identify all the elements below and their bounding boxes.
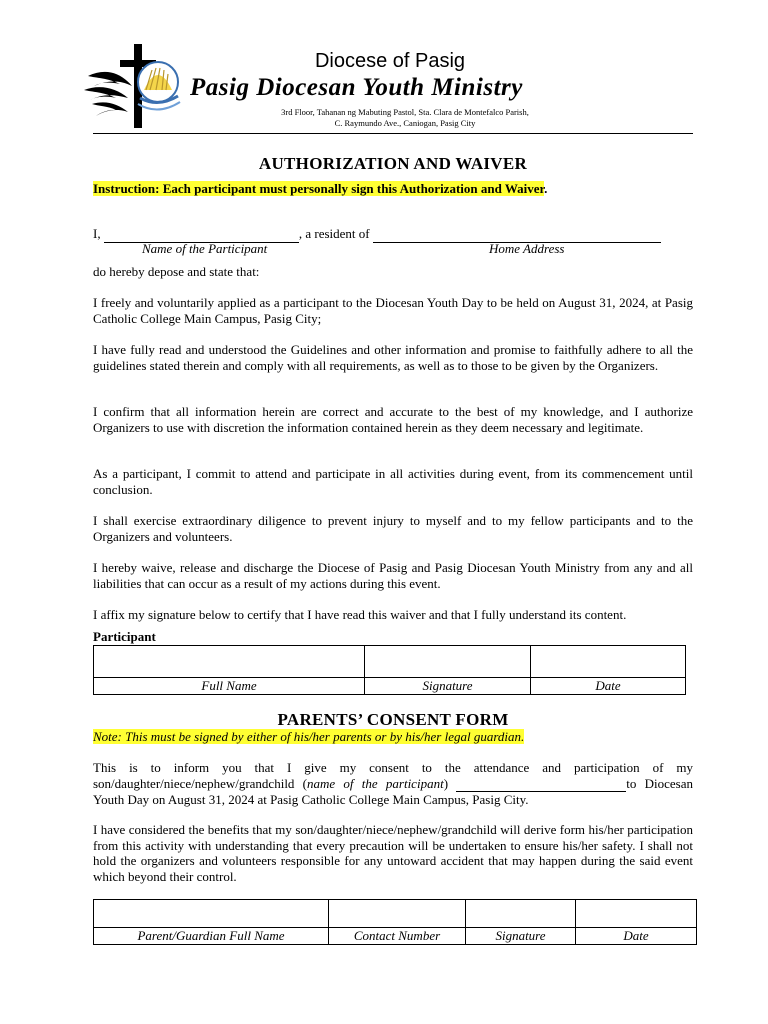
- guardian-contact-cell[interactable]: [329, 900, 466, 928]
- waiver-paragraph-5: I shall exercise extraordinary diligence to prevent injury to myself and to my fellow participants and to the Organizers and volunteers.: [93, 513, 693, 544]
- waiver-paragraph-3: I confirm that all information herein are correct and accurate to the best of my knowledge, and I authorize Organizers to use with discretion the information contained herein as they deem necessary and legitimate.: [93, 404, 693, 435]
- participant-label: Participant: [93, 629, 156, 644]
- guardian-signature-header: Signature: [466, 928, 576, 945]
- consent-paragraph-1: This is to inform you that I give my consent to the attendance and participation of my son/daughter/niece/nephew/grandchild (name of the participant) to Diocesan Youth Day on August 31, 2024 at Pasig Catholic College Main Campus, Pasig City.: [93, 760, 693, 807]
- participant-date-header: Date: [531, 678, 686, 695]
- guardian-date-cell[interactable]: [576, 900, 697, 928]
- waiver-paragraph-2: I have fully read and understood the Guidelines and other information and promise to faithfully adhere to all the guidelines stated therein and comply with all requirements, as well as to those to be given by the Organizers.: [93, 342, 693, 373]
- ministry-address: [240, 107, 570, 129]
- depose-text: do hereby depose and state that:: [93, 264, 260, 279]
- consent-paragraph-2: I have considered the benefits that my son/daughter/niece/nephew/grandchild will derive form his/her participation from this activity with understanding that every precaution will be undertaken to ensure his/her safety. I shall not hold the organizers and volunteers responsible for any untoward accident that may happen during the said event which beyond their control.: [93, 822, 693, 884]
- waiver-instruction: Instruction: Each participant must personally sign this Authorization and Waiver.: [93, 181, 548, 196]
- waiver-paragraph-1: I freely and voluntarily applied as a participant to the Diocesan Youth Day to be held on August 31, 2024, at Pasig Catholic College Main Campus, Pasig City;: [93, 295, 693, 326]
- consent-participant-name-blank[interactable]: [456, 776, 626, 793]
- name-caption: Name of the Participant: [142, 241, 268, 256]
- ministry-name: Pasig Diocesan Youth Ministry: [190, 74, 523, 101]
- address-line-2: C. Raymundo Ave., Caniogan, Pasig City: [334, 118, 476, 128]
- participant-date-cell[interactable]: [531, 646, 686, 678]
- guardian-signature-table: [93, 899, 697, 945]
- address-caption: Home Address: [489, 241, 565, 256]
- ministry-logo: [80, 38, 190, 130]
- guardian-contact-header: Contact Number: [329, 928, 466, 945]
- waiver-paragraph-6: I hereby waive, release and discharge the Diocese of Pasig and Pasig Diocesan Youth Ministry from any and all liabilities that can occur as a result of my actions during this event.: [93, 560, 693, 591]
- diocese-name: Diocese of Pasig: [314, 50, 466, 72]
- consent-note: Note: This must be signed by either of his/her parents or by his/her legal guardian.: [93, 729, 525, 744]
- participant-fullname-cell[interactable]: [94, 646, 365, 678]
- participant-fullname-header: Full Name: [94, 678, 365, 695]
- guardian-signature-cell[interactable]: [466, 900, 576, 928]
- consent-title: PARENTS’ CONSENT FORM: [277, 710, 509, 729]
- guardian-date-header: Date: [576, 928, 697, 945]
- waiver-paragraph-7: I affix my signature below to certify that I have read this waiver and that I fully understand its content.: [93, 607, 627, 622]
- waiver-paragraph-4: As a participant, I commit to attend and participate in all activities during event, from its commencement until conclusion.: [93, 466, 693, 497]
- participant-signature-table: [93, 645, 686, 695]
- participant-signature-cell[interactable]: [365, 646, 531, 678]
- guardian-fullname-header: Parent/Guardian Full Name: [94, 928, 329, 945]
- participant-line: I, , a resident of: [93, 226, 693, 243]
- guardian-fullname-cell[interactable]: [94, 900, 329, 928]
- waiver-title: AUTHORIZATION AND WAIVER: [258, 154, 528, 173]
- header-divider: [93, 133, 693, 134]
- participant-signature-header: Signature: [365, 678, 531, 695]
- address-line-1: 3rd Floor, Tahanan ng Mabuting Pastol, Sta. Clara de Montefalco Parish,: [281, 107, 529, 117]
